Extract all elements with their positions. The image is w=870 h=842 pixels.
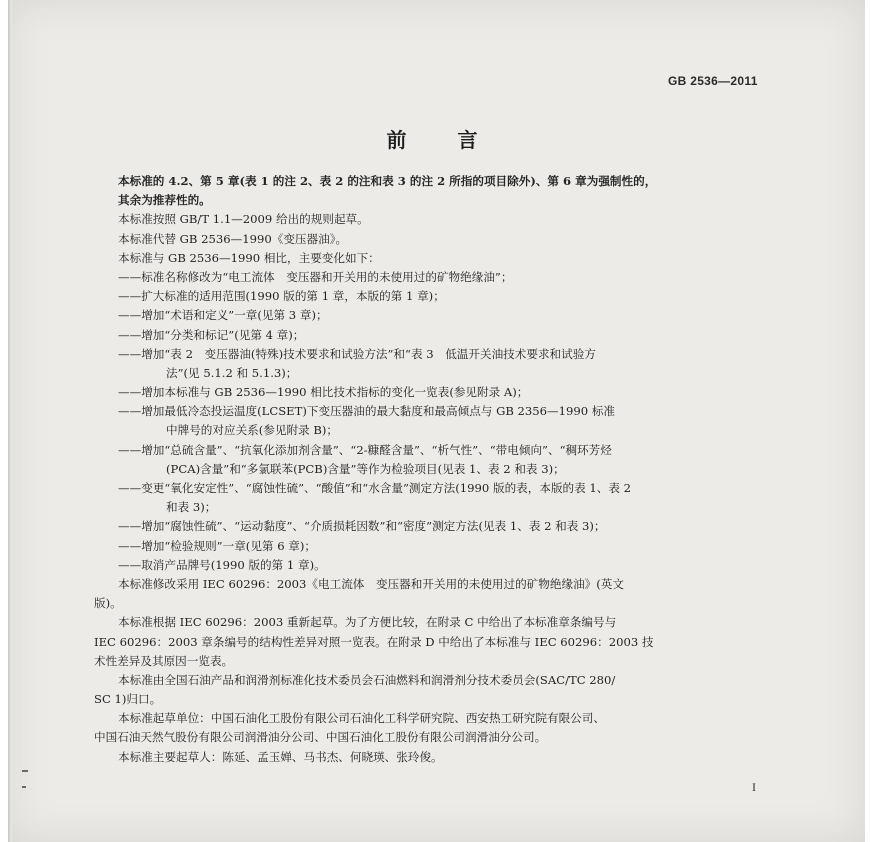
list-item: ——增加“总硫含量”、“抗氧化添加剂含量”、“2-糠醛含量”、“析气性”、“带电倾向”、“稠环芳烃 bbox=[118, 442, 612, 457]
text-line: 本标准修改采用 IEC 60296：2003《电工流体 变压器和开关用的未使用过的矿物绝缘油》(英文 bbox=[118, 576, 624, 591]
text-line: SC 1)归口。 bbox=[94, 692, 162, 707]
list-item: ——增加最低冷态投运温度(LCSET)下变压器油的最大黏度和最高倾点与 GB 2356—1990 标准 bbox=[118, 404, 616, 419]
scan-speck bbox=[22, 770, 28, 772]
list-item-continuation: (PCA)含量”和“多氯联苯(PCB)含量”等作为检验项目(见表 1、表 2 和表 3)； bbox=[166, 461, 565, 476]
list-item-continuation: 法”(见 5.1.2 和 5.1.3)； bbox=[166, 365, 298, 380]
text-line: 本标准由全国石油产品和润滑剂标准化技术委员会石油燃料和润滑剂分技术委员会(SAC/TC 280/ bbox=[118, 672, 616, 687]
list-item: ——增加“分类和标记”(见第 4 章)； bbox=[118, 327, 305, 342]
page-title: 前 言 bbox=[386, 128, 500, 152]
text-line: 本标准主要起草人：陈延、孟玉婵、马书杰、何晓瑛、张玲俊。 bbox=[118, 749, 443, 764]
text-line: 中国石油天然气股份有限公司润滑油分公司、中国石油化工股份有限公司润滑油分公司。 bbox=[94, 730, 547, 745]
text-line: 本标准按照 GB/T 1.1—2009 给出的规则起草。 bbox=[118, 212, 369, 227]
standard-number: GB 2536—2011 bbox=[668, 74, 758, 88]
list-item: ——扩大标准的适用范围(1990 版的第 1 章，本版的第 1 章)； bbox=[118, 289, 445, 304]
text-line: 本标准代替 GB 2536—1990《变压器油》。 bbox=[118, 231, 348, 246]
list-item: ——增加本标准与 GB 2536—1990 相比技术指标的变化一览表(参见附录 A)； bbox=[118, 385, 529, 400]
text-line: 术性差异及其原因一览表。 bbox=[94, 653, 234, 668]
list-item: ——变更“氧化安定性”、“腐蚀性硫”、“酸值”和“水含量”测定方法(1990 版的表，本版的表 1、表 2 bbox=[118, 481, 632, 495]
text-line: 版)。 bbox=[94, 596, 122, 611]
list-item: ——增加“腐蚀性硫”、“运动黏度”、“介质损耗因数”和“密度”测定方法(见表 1、表 2 和表 3)； bbox=[118, 519, 606, 534]
page-number: I bbox=[752, 780, 756, 794]
list-item: ——增加“检验规则”一章(见第 6 章)； bbox=[118, 538, 316, 553]
foreword-body bbox=[94, 172, 786, 767]
text-line: IEC 60296：2003 章条编号的结构性差异对照一览表。在附录 D 中给出了本标准与 IEC 60296：2003 技 bbox=[94, 634, 654, 649]
list-item-continuation: 和表 3)； bbox=[166, 500, 217, 515]
scan-speck bbox=[22, 786, 26, 788]
text-line: 本标准起草单位：中国石油化工股份有限公司石油化工科学研究院、西安热工研究院有限公司、 bbox=[118, 711, 605, 726]
text-line: 本标准与 GB 2536—1990 相比，主要变化如下： bbox=[118, 250, 380, 265]
list-item: ——取消产品牌号(1990 版的第 1 章)。 bbox=[118, 557, 326, 572]
list-item: ——增加“表 2 变压器油(特殊)技术要求和试验方法”和“表 3 低温开关油技术要求和试验方 bbox=[118, 346, 596, 361]
text-line: 本标准的 4.2、第 5 章(表 1 的注 2、表 2 的注和表 3 的注 2 所指的项目除外)、第 6 章为强制性的， bbox=[118, 174, 657, 188]
text-line: 本标准根据 IEC 60296：2003 重新起草。为了方便比较，在附录 C 中给出了本标准章条编号与 bbox=[118, 615, 617, 630]
list-item: ——增加“术语和定义”一章(见第 3 章)； bbox=[118, 308, 328, 323]
list-item-continuation: 中牌号的对应关系(参见附录 B)； bbox=[166, 423, 338, 438]
list-item: ——标准名称修改为“电工流体 变压器和开关用的未使用过的矿物绝缘油”； bbox=[118, 269, 513, 284]
text-line: 其余为推荐性的。 bbox=[118, 193, 211, 208]
